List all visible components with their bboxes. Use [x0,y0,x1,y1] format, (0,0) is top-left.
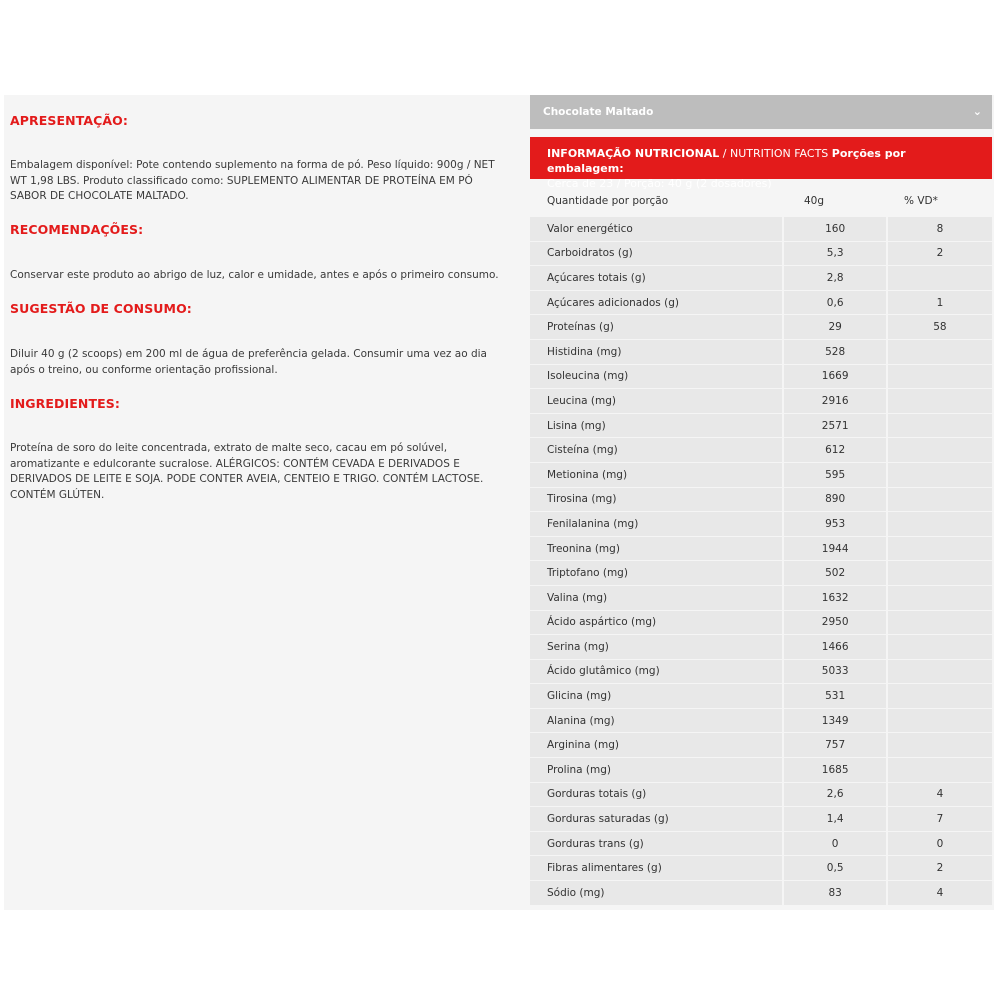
section-heading-apresentacao: APRESENTAÇÃO: [10,113,129,128]
nutrient-daily-value: 4 [887,881,992,906]
nutrient-amount: 528 [783,339,886,364]
section-text-apresentacao: Embalagem disponível: Pote contendo suplemento na forma de pó. Peso líquido: 900g / NET WT 1,98 LBS. Produto classificado como: SUPLEMENTO ALIMENTAR DE PROTEÍNA EM PÓ SABOR DE CHOCOLATE MALTADO. [10,159,495,202]
nutrient-daily-value [887,708,992,733]
table-row [530,610,992,635]
table-row [530,831,992,856]
table-row [530,315,992,340]
nutrient-amount: 1685 [783,758,886,783]
nutrient-name: Cisteína (mg) [530,438,783,463]
nutrient-name: Fenilalanina (mg) [530,512,783,537]
nutrient-daily-value [887,684,992,709]
table-row [530,339,992,364]
nutrient-amount: 1,4 [783,807,886,832]
nutrient-daily-value: 0 [887,831,992,856]
nutrient-amount: 757 [783,733,886,758]
nutrient-name: Fibras alimentares (g) [530,856,783,881]
nutrient-name: Gorduras totais (g) [530,782,783,807]
table-row [530,438,992,463]
nutrient-daily-value [887,413,992,438]
nutrient-name: Gorduras trans (g) [530,831,783,856]
table-row [530,389,992,414]
nutrient-daily-value [887,635,992,660]
nutrition-column-headers [530,190,992,212]
section-text-sugestao: Diluir 40 g (2 scoops) em 200 ml de água de preferência gelada. Consumir uma vez ao dia após o treino, ou conforme orientação profissional. [10,348,487,376]
section-text-ingredientes: Proteína de soro do leite concentrada, extrato de malte seco, cacau em pó solúvel, aromatizante e edulcorante sucralose. ALÉRGICOS: CONTÉM CEVADA E DERIVADOS E DERIVADOS DE LEITE E SOJA. PODE CONTER AVEIA, CENTEIO E TRIGO. CONTÉM LACTOSE. CONTÉM GLÚTEN. [10,442,484,501]
nutrient-name: Valina (mg) [530,585,783,610]
table-row [530,561,992,586]
nutrient-daily-value [887,266,992,291]
nutrition-title: INFORMAÇÃO NUTRICIONAL [547,147,720,160]
servings-info: Cerca de 23 / Porção: 40 g (2 dosadores) [547,177,772,190]
nutrient-name: Sódio (mg) [530,881,783,906]
nutrient-amount: 1669 [783,364,886,389]
nutrient-amount: 531 [783,684,886,709]
nutrient-name: Proteínas (g) [530,315,783,340]
nutrient-name: Treonina (mg) [530,536,783,561]
table-row [530,413,992,438]
nutrient-name: Arginina (mg) [530,733,783,758]
section-heading-recomendacoes: RECOMENDAÇÕES: [10,222,144,237]
table-row [530,733,992,758]
nutrient-amount: 953 [783,512,886,537]
nutrient-amount: 2,6 [783,782,886,807]
table-row [530,512,992,537]
servings-label: Porções por embalagem: [547,147,906,175]
table-row [530,856,992,881]
nutrient-daily-value [887,487,992,512]
table-row [530,635,992,660]
nutrient-amount: 0,5 [783,856,886,881]
nutrition-table [530,217,992,906]
flavor-select[interactable] [530,95,992,129]
table-row [530,241,992,266]
table-row [530,487,992,512]
chevron-down-icon: ⌄ [972,105,982,118]
nutrition-header [530,137,992,190]
section-text-recomendacoes: Conservar este produto ao abrigo de luz, calor e umidade, antes e após o primeiro consumo. [10,269,499,281]
nutrient-daily-value [887,758,992,783]
table-row [530,217,992,241]
nutrient-name: Serina (mg) [530,635,783,660]
nutrient-daily-value [887,364,992,389]
nutrient-daily-value: 8 [887,217,992,241]
nutrient-amount: 1349 [783,708,886,733]
nutrient-amount: 890 [783,487,886,512]
nutrient-amount: 502 [783,561,886,586]
nutrient-daily-value: 1 [887,290,992,315]
nutrient-daily-value [887,512,992,537]
nutrient-name: Açúcares adicionados (g) [530,290,783,315]
nutrient-daily-value [887,585,992,610]
nutrient-amount: 2,8 [783,266,886,291]
nutrient-amount: 0,6 [783,290,886,315]
column-header-40g: 40g [804,195,825,207]
table-row [530,807,992,832]
nutrient-amount: 595 [783,462,886,487]
nutrient-amount: 83 [783,881,886,906]
nutrient-amount: 0 [783,831,886,856]
nutrient-name: Alanina (mg) [530,708,783,733]
nutrient-name: Carboidratos (g) [530,241,783,266]
nutrient-daily-value [887,610,992,635]
nutrient-name: Triptofano (mg) [530,561,783,586]
nutrient-amount: 1632 [783,585,886,610]
nutrient-amount: 5033 [783,659,886,684]
table-row [530,881,992,906]
nutrient-daily-value [887,389,992,414]
nutrient-amount: 5,3 [783,241,886,266]
nutrient-daily-value [887,339,992,364]
nutrient-daily-value: 2 [887,856,992,881]
column-header-quantity: Quantidade por porção [547,195,669,207]
nutrient-amount: 1944 [783,536,886,561]
nutrient-name: Metionina (mg) [530,462,783,487]
section-heading-ingredientes: INGREDIENTES: [10,396,120,411]
nutrient-daily-value: 4 [887,782,992,807]
table-row [530,462,992,487]
nutrient-name: Lisina (mg) [530,413,783,438]
table-row [530,782,992,807]
nutrient-name: Ácido aspártico (mg) [530,610,783,635]
nutrient-name: Isoleucina (mg) [530,364,783,389]
nutrient-amount: 2916 [783,389,886,414]
nutrient-name: Ácido glutâmico (mg) [530,659,783,684]
nutrient-name: Gorduras saturadas (g) [530,807,783,832]
nutrition-title-en: / NUTRITION FACTS [719,147,832,160]
table-row [530,684,992,709]
nutrient-name: Tirosina (mg) [530,487,783,512]
nutrient-daily-value [887,659,992,684]
nutrient-amount: 160 [783,217,886,241]
nutrient-name: Açúcares totais (g) [530,266,783,291]
nutrient-daily-value [887,536,992,561]
nutrient-daily-value [887,438,992,463]
nutrient-daily-value: 58 [887,315,992,340]
nutrient-amount: 1466 [783,635,886,660]
flavor-select-value: Chocolate Maltado [543,106,654,118]
table-row [530,585,992,610]
nutrient-name: Leucina (mg) [530,389,783,414]
nutrient-amount: 29 [783,315,886,340]
table-row [530,708,992,733]
nutrient-name: Histidina (mg) [530,339,783,364]
nutrient-amount: 612 [783,438,886,463]
nutrient-daily-value: 2 [887,241,992,266]
table-row [530,758,992,783]
nutrient-daily-value: 7 [887,807,992,832]
table-row [530,266,992,291]
table-row [530,536,992,561]
nutrient-daily-value [887,462,992,487]
table-row [530,290,992,315]
nutrient-name: Prolina (mg) [530,758,783,783]
nutrient-amount: 2950 [783,610,886,635]
column-header-vd: % VD* [904,195,938,207]
nutrient-name: Valor energético [530,217,783,241]
nutrient-daily-value [887,561,992,586]
nutrient-daily-value [887,733,992,758]
section-heading-sugestao: SUGESTÃO DE CONSUMO: [10,301,192,316]
nutrient-name: Glicina (mg) [530,684,783,709]
nutrient-amount: 2571 [783,413,886,438]
table-row [530,659,992,684]
table-row [530,364,992,389]
